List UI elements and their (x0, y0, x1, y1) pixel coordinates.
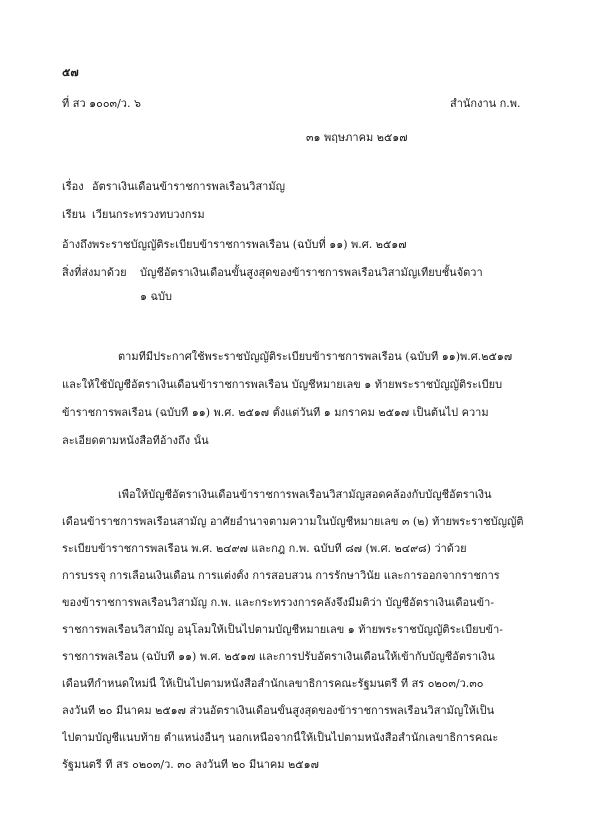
enclosure-label: สิ่งที่ส่งมาด้วย (62, 266, 127, 279)
recipient-text: เวียนกระทรวงทบวงกรม (92, 208, 205, 221)
paragraph-1-line: ข้าราชการพลเรือน (ฉบับที่ ๑๑) พ.ศ. ๒๕๑๗ ตั้งแต่วันที่ ๑ มกราคม ๒๕๑๗ เป็นต้นไป ความ (62, 406, 489, 419)
paragraph-1-line: ละเอียดตามหนังสือที่อ้างถึง นั้น (62, 434, 209, 447)
enclosure-count: ๑ ฉบับ (140, 290, 172, 303)
reference-label: อ้างถึง (62, 238, 93, 251)
paragraph-2-line: เดือนที่กำหนดใหม่นี้ ให้เป็นไปตามหนังสือสำนักเลขาธิการคณะรัฐมนตรี ที่ สร ๐๒๐๓/ว.๓๐ (62, 677, 484, 690)
reference-number: ที่ สว ๑๐๐๓/ว. ๖ (62, 97, 141, 110)
paragraph-2-line: ราชการพลเรือนวิสามัญ อนุโลมให้เป็นไปตามบัญชีหมายเลข ๑ ท้ายพระราชบัญญัติระเบียบข้า- (62, 623, 503, 636)
issuing-office: สำนักงาน ก.พ. (450, 97, 521, 110)
paragraph-2-line: ลงวันที่ ๒๐ มีนาคม ๒๕๑๗ ส่วนอัตราเงินเดือนขั้นสูงสุดของข้าราชการพลเรือนวิสามัญให้เป็น (62, 704, 495, 717)
paragraph-1-line: และให้ใช้บัญชีอัตราเงินเดือนข้าราชการพลเรือน บัญชีหมายเลข ๑ ท้ายพระราชบัญญัติระเบียบ (62, 378, 503, 391)
paragraph-2-line: ไปตามบัญชีแนบท้าย ตำแหน่งอื่นๆ นอกเหนือจากนี้ให้เป็นไปตามหนังสือสำนักเลขาธิการคณะ (62, 731, 499, 744)
paragraph-2-line: เดือนข้าราชการพลเรือนสามัญ อาศัยอำนาจตามความในบัญชีหมายเลข ๓ (๒) ท้ายพระราชบัญญัติ (62, 515, 524, 528)
paragraph-2-line: การบรรจุ การเลื่อนเงินเดือน การแต่งตั้ง การสอบสวน การรักษาวินัย และการออกจากราชการ (62, 569, 500, 582)
enclosure-text: บัญชีอัตราเงินเดือนขั้นสูงสุดของข้าราชการพลเรือนวิสามัญเทียบชั้นจัตวา (140, 266, 483, 279)
paragraph-2-line: ราชการพลเรือน (ฉบับที่ ๑๑) พ.ศ. ๒๕๑๗ และการปรับอัตราเงินเดือนให้เข้ากับบัญชีอัตราเงิน (62, 650, 495, 663)
paragraph-2-line: ระเบียบข้าราชการพลเรือน พ.ศ. ๒๔๙๗ และกฎ ก.พ. ฉบับที่ ๘๗ (พ.ศ. ๒๔๙๘) ว่าด้วย (62, 542, 467, 555)
paragraph-2-line: รัฐมนตรี ที่ สร ๐๒๐๓/ว. ๓๐ ลงวันที่ ๒๐ มีนาคม ๒๕๑๗ (62, 758, 319, 771)
document-date: ๓๑ พฤษภาคม ๒๕๑๗ (306, 131, 408, 144)
paragraph-2-line: เพื่อให้บัญชีอัตราเงินเดือนข้าราชการพลเรือนวิสามัญสอดคล้องกับบัญชีอัตราเงิน (118, 488, 492, 501)
reference-text: พระราชบัญญัติระเบียบข้าราชการพลเรือน (ฉบับที่ ๑๑) พ.ศ. ๒๕๑๗ (92, 238, 407, 251)
paragraph-1-line: ตามที่มีประกาศใช้พระราชบัญญัติระเบียบข้าราชการพลเรือน (ฉบับที่ ๑๑)พ.ศ.๒๕๑๗ (118, 350, 513, 363)
paragraph-2-line: ของข้าราชการพลเรือนวิสามัญ ก.พ. และกระทรวงการคลังจึงมีมติว่า บัญชีอัตราเงินเดือนข้า- (62, 596, 495, 609)
recipient-label: เรียน (62, 208, 86, 221)
subject-text: อัตราเงินเดือนข้าราชการพลเรือนวิสามัญ (92, 180, 285, 193)
page-number: ๕๗ (62, 66, 79, 79)
subject-label: เรื่อง (62, 180, 84, 193)
